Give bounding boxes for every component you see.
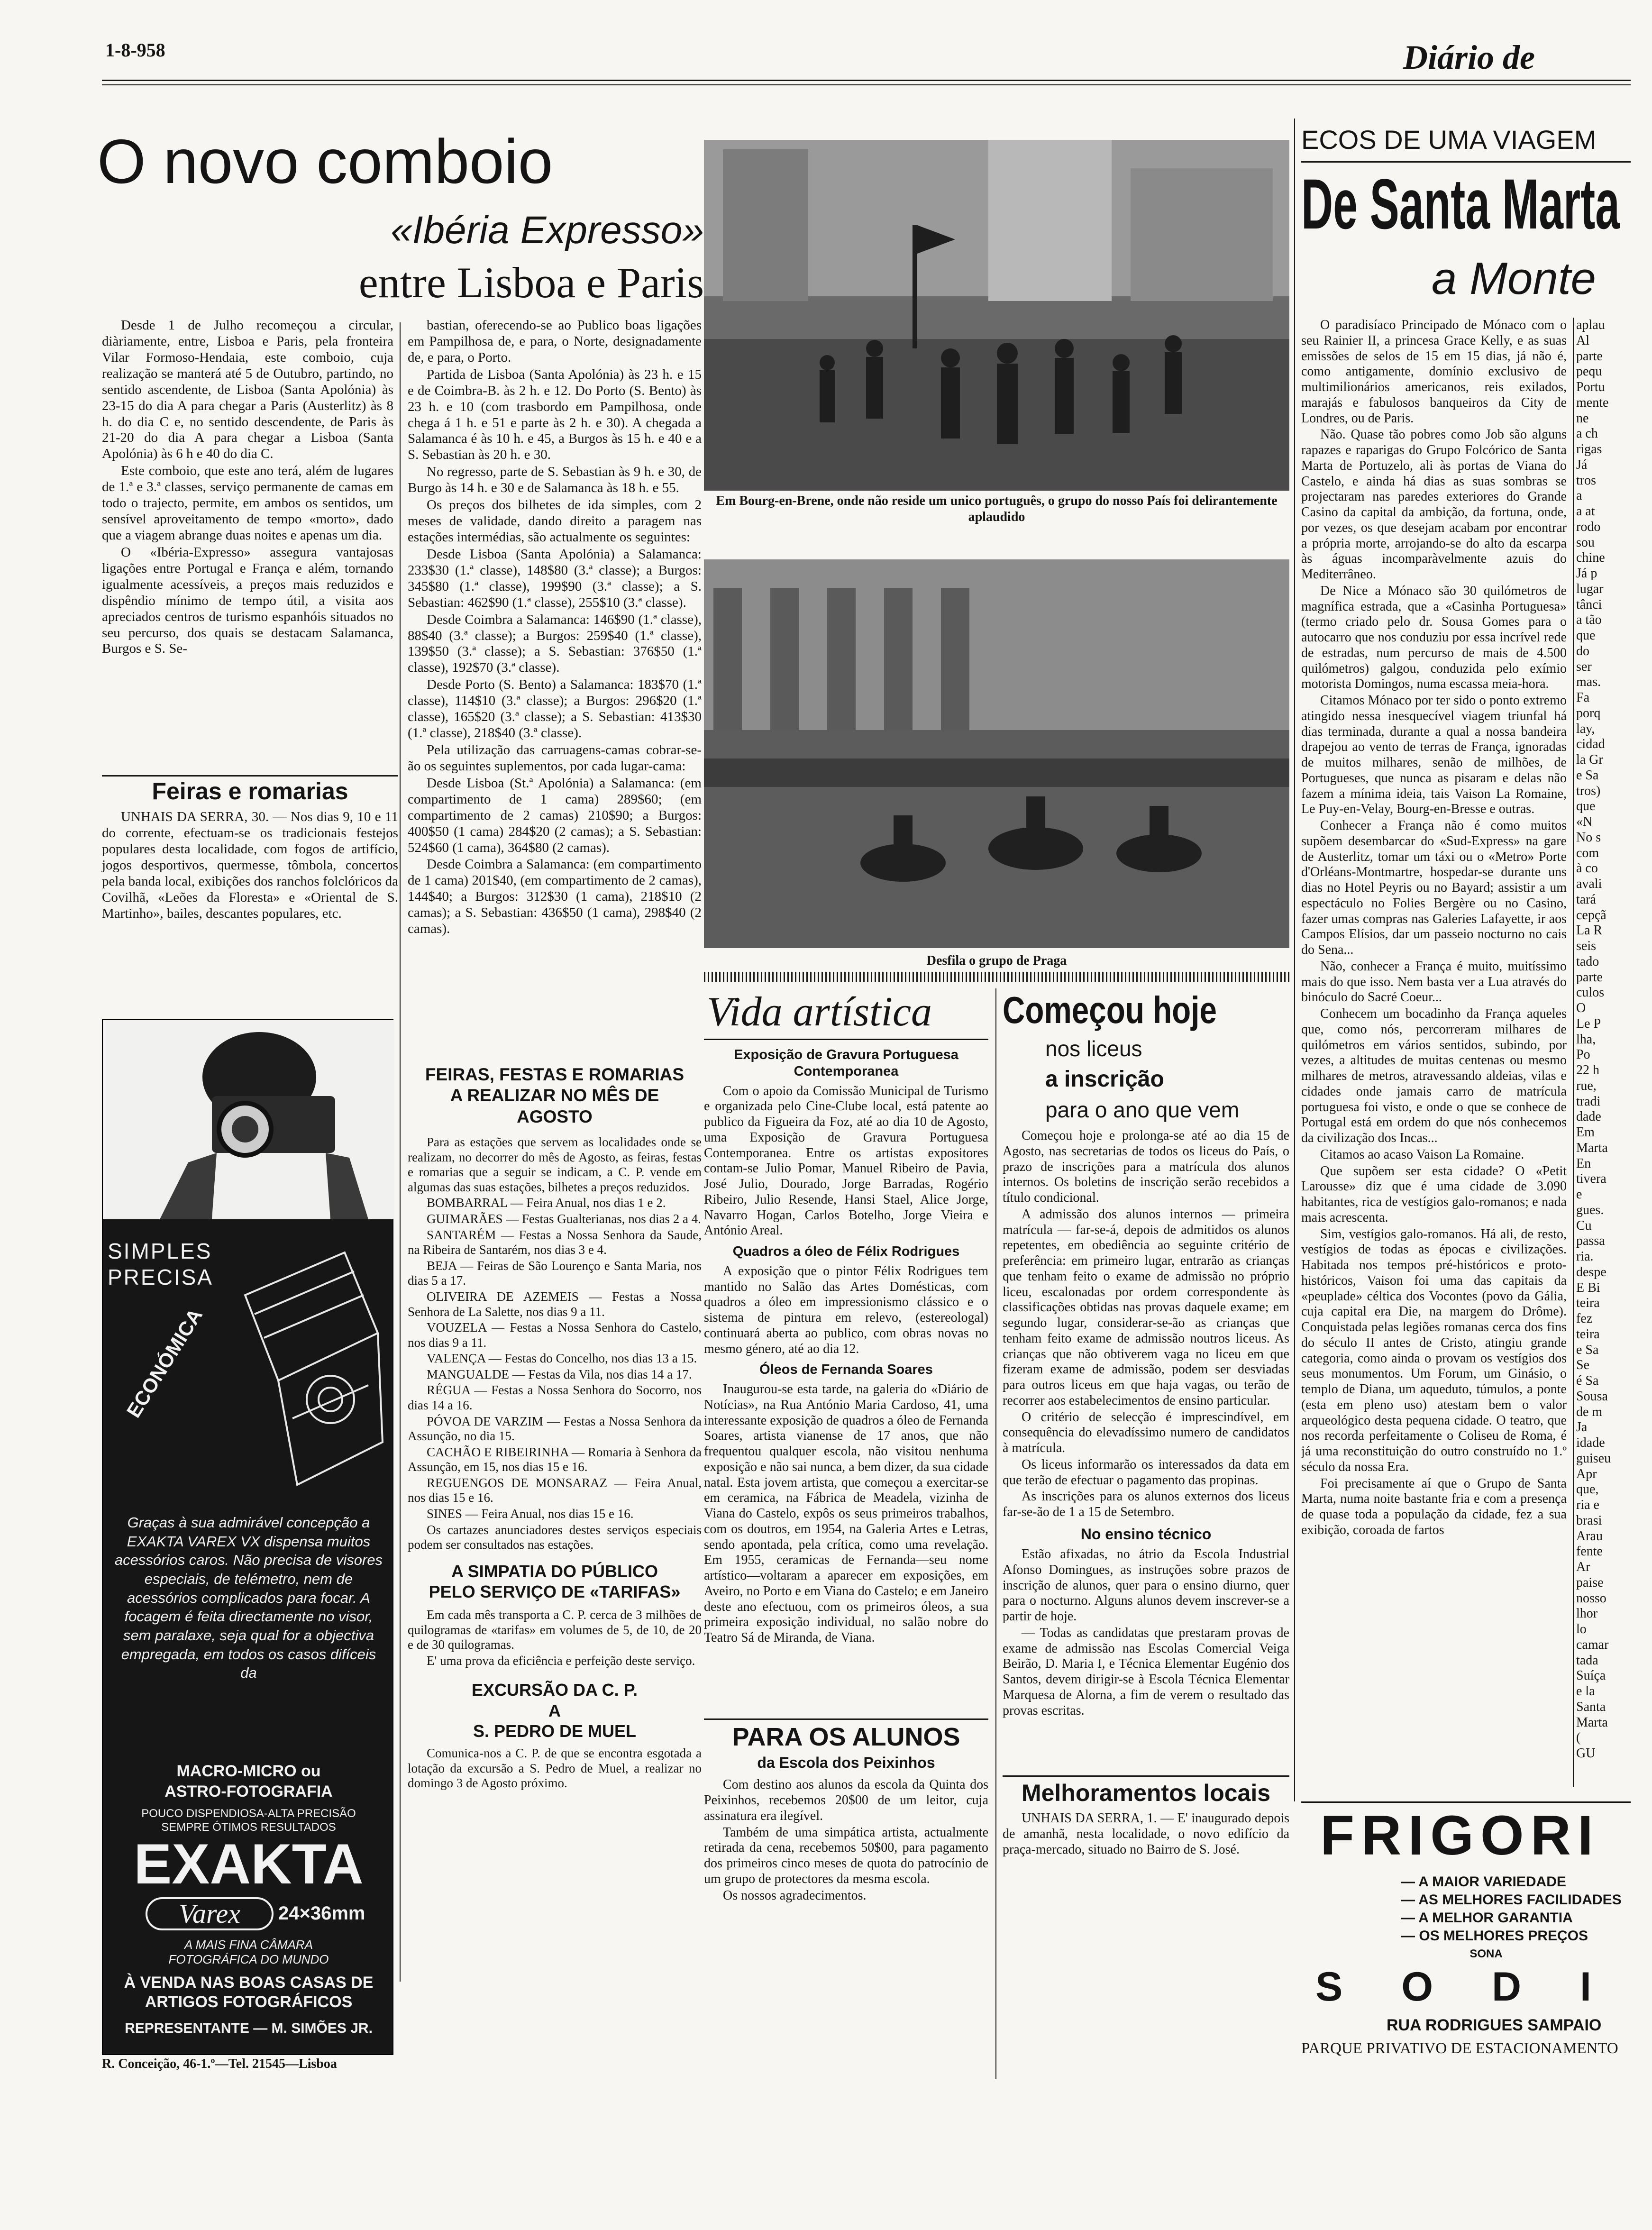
ecos-col2-fragment: No s bbox=[1576, 830, 1601, 845]
feiras-agosto-item: PÓVOA DE VARZIM — Festas a Nossa Senhora da Assunção, no dia 15. bbox=[408, 1414, 702, 1444]
ecos-para: Foi precisamente aí que o Grupo de Santa Marta, numa noite bastante fria e com a presença de quase toda a população da cidade, fez a sua exibição, coroada de fartos bbox=[1301, 1476, 1567, 1537]
comecou-line4: para o ano que vem bbox=[1045, 1097, 1240, 1122]
ecos-col2-fragment: Santa bbox=[1576, 1699, 1606, 1714]
ecos-col-2 bbox=[1576, 318, 1631, 1797]
ecos-col2-fragment: e la bbox=[1576, 1684, 1595, 1699]
comboio-col1-p: Este comboio, que este ano terá, além de lugares de 1.ª e 3.ª classes, serviço permanente de camas em todo o trajecto, permite, em ambos os sentidos, um sensível aproveitamento de tempo «morto», dado que a viagem abrange duas noites e apenas um dia. bbox=[102, 463, 393, 543]
comboio-col2-p: Os preços dos bilhetes de ida simples, com 2 meses de validade, dando direito a paragem nas estações intermédias, são actualmente os seguintes: bbox=[408, 497, 702, 545]
ecos-col2-fragment: lugar bbox=[1576, 581, 1604, 596]
ecos-col2-fragment: Po bbox=[1576, 1047, 1590, 1062]
masthead-rule-top bbox=[102, 80, 1631, 81]
comboio-col2-p: Desde Coimbra a Salamanca: 146$90 (1.ª classe), 88$40 (3.ª classe); a Burgos: 259$40 (1.ª classe), 139$50 (3.ª classe); a S. Sebastian: 376$50 (1.ª classe), 192$70 (3.ª classe). bbox=[408, 612, 702, 676]
para-alunos-rule bbox=[704, 1718, 988, 1720]
masthead-rule-bottom bbox=[102, 84, 1631, 85]
feiras-agosto-item: VALENÇA — Festas do Concelho, nos dias 13 a 15. bbox=[427, 1351, 697, 1366]
camera-diagram-icon bbox=[226, 1238, 387, 1504]
vida-body-2 bbox=[704, 1264, 988, 1357]
ecos-col2-fragment: Al bbox=[1576, 333, 1589, 348]
ecos-col2-fragment: Marta bbox=[1576, 1715, 1608, 1730]
ecos-para: Sim, vestígios galo-romanos. Há ali, de resto, vestígios de todas as épocas e civilizações. Habitada nos tempos pré-históricos e proto-históricos, Vaison foi uma das capitais da «peuplade» céltica dos Vocontes (povo da Gália, cuja capital era Die, na margem do Drôme). Conquistada pelas legiões romanas cerca dos fins do século II antes de Cristo, atingiu grande categoria, como ainda o provam os vestígios dos seus monumentos. Um Forum, um Ginásio, o templo de Diana, um aqueduto, túmulos, a ponte (esta em pleno uso) atestam bem o valor arqueológico desta pequena cidade. O teatro, que nos recorda perfeitamente o Coliseu de Roma, é já uma reconstituição do outro construído no 1.º século da nossa Era. bbox=[1301, 1226, 1567, 1474]
comboio-col2-p: Desde Coimbra a Salamanca: (em compartimento de 1 cama) 201$40, (em compartimento de 2 camas), 144$40; a Burgos: 312$30 (1 cama), 218$10 (2 camas); a S. Sebastian: 436$50 (1 cama), 298$40 (2 camas). bbox=[408, 857, 702, 937]
ecos-para: O paradisíaco Principado de Mónaco com o seu Rainier II, a princesa Grace Kelly, e as suas emissões de selos de 15 em 15 dias, já não é, como antigamente, domínio exclusivo de multimilionários americanos, reis exilados, marajás e fabulosos banqueiros da City de Londres, ou de Paris. bbox=[1301, 318, 1567, 426]
comboio-col1-p: O «Ibéria-Expresso» assegura vantajosas ligações entre Portugal e França e além, tornando igualmente acessíveis, a preços mais reduzidos e dispêndio mínimo de tempo útil, a visita aos apreciados centros de turismo espanhóis situados no seu percurso, dos quais se destacam Salamanca, Burgos e S. Se- bbox=[102, 544, 393, 657]
ecos-col2-fragment: teira bbox=[1576, 1326, 1600, 1342]
ecos-col2-fragment: «N bbox=[1576, 814, 1593, 829]
ecos-col2-fragment: Sousa bbox=[1576, 1389, 1608, 1404]
ecos-col2-fragment: avali bbox=[1576, 877, 1602, 891]
ecos-para: De Nice a Mónaco são 30 quilómetros de magnífica estrada, que a «Casinha Portuguesa» (termo criado pelo dr. Sousa Gomes para o autocarro que nos conduziu por essa incrível rede de estradas, num percurso de mais de 4.500 quilómetros) galgou, conduzida pelo exímio motorista Domingos, numa escassa meia-hora. bbox=[1301, 583, 1567, 692]
photo-bourg-en-bresse bbox=[704, 140, 1289, 491]
ecos-col2-fragment: gues. bbox=[1576, 1202, 1604, 1217]
ecos-col2-fragment: tradi bbox=[1576, 1094, 1601, 1109]
feiras-agosto-intro: Para as estações que servem as localidades onde se realizam, no decorrer do mês de Agosto, as feiras, festas e romarias que a seguir se indicam, a C. P. vende em algumas das suas estações, bilhetes a preços reduzidos. bbox=[408, 1135, 702, 1194]
frigor-brand: S O D I bbox=[1315, 1964, 1615, 2010]
frigor-line: — OS MELHORES PREÇOS bbox=[1401, 1928, 1588, 1944]
ad-simples: SIMPLES bbox=[108, 1239, 212, 1263]
ecos-col2-fragment: de m bbox=[1576, 1404, 1603, 1419]
frigor-ad bbox=[1301, 1801, 1631, 2067]
comboio-col-2 bbox=[408, 318, 702, 967]
ecos-para: Conhecer a França não é como muitos supõem desembarcar do «Sud-Express» na gare de Austerlitz, tomar um táxi ou o «Metro» Porte d'Orléans-Montmartre, hospedar-se durante uns dias no Hotel Peyris ou no Bayard; assistir a um espectáculo no Folies Bergère ou no Casino, fazer umas compras nas Galeries Lafayette, ir aos Campos Elísios, dar um passeio nocturno no cais do Sena... bbox=[1301, 818, 1567, 957]
comboio-title-2: «Ibéria Expresso» bbox=[391, 209, 704, 252]
column-divider bbox=[400, 322, 401, 1982]
ecos-col2-fragment: E Bi bbox=[1576, 1280, 1600, 1295]
ecos-col2-fragment: ser bbox=[1576, 659, 1592, 674]
ecos-col2-fragment: seis bbox=[1576, 939, 1596, 953]
para-alunos-para: Também de uma simpática artista, actualmente retirada da cena, recebemos 50$00, para pagamento dos primeiros cinco meses de quota do patrocínio de um grupo de protectores da mesma escola. bbox=[704, 1825, 988, 1886]
ecos-col2-fragment: despe bbox=[1576, 1264, 1606, 1280]
ecos-col2-fragments bbox=[1576, 318, 1631, 1762]
comecou-title: Começou hoje bbox=[1003, 989, 1217, 1031]
ecos-col2-fragment: sou bbox=[1576, 535, 1595, 550]
ecos-kicker-rule bbox=[1301, 161, 1631, 163]
ecos-col2-fragment: rue, bbox=[1576, 1078, 1597, 1093]
feiras-romarias bbox=[102, 778, 398, 1025]
ecos-col2-fragment: tânci bbox=[1576, 597, 1602, 612]
ad-economica: ECONÓMICA bbox=[122, 1304, 207, 1422]
feiras-agosto-item: RÉGUA — Festas a Nossa Senhora do Socorro, nos dias 14 a 16. bbox=[408, 1383, 702, 1412]
ecos-col2-fragment: nosso bbox=[1576, 1590, 1606, 1606]
ecos-col2-fragment: lo bbox=[1576, 1622, 1587, 1636]
feiras-agosto-item: BEJA — Feiras de São Lourenço e Santa Maria, nos dias 5 a 17. bbox=[408, 1258, 702, 1288]
excursao-title-3: S. PEDRO DE MUEL bbox=[473, 1721, 637, 1741]
ecos-col2-fragment: do bbox=[1576, 643, 1589, 658]
ad-rep: REPRESENTANTE — M. SIMÕES JR. bbox=[125, 2020, 373, 2036]
ecos-col2-fragment: Já bbox=[1576, 457, 1588, 472]
ecos-col2-fragment: Ja bbox=[1576, 1420, 1588, 1435]
ecos-col2-fragment: pequ bbox=[1576, 364, 1602, 379]
frigor-line: — AS MELHORES FACILIDADES bbox=[1401, 1892, 1622, 1908]
ecos-para: Não. Quase tão pobres como Job são alguns rapazes e raparigas do Grupo Folcórico de Santa Marta de Portuzelo, ali às portas de Viana do Castelo, e ainda há dias as suas sombras se projectaram nas paredes exteriores do Grande Casino da capital da ambição, da fortuna, onde, por vezes, os que desejam acabam por encontrar a própria morte, arrojando-se do alto da escarpa às águas incomparàvelmente azuis do Mediterrâneo. bbox=[1301, 427, 1567, 582]
ecos-kicker: ECOS DE UMA VIAGEM bbox=[1301, 125, 1597, 155]
ecos-para: Que supõem ser esta cidade? O «Petit Larousse» diz que é uma cidade de 3.090 habitantes, rica de vestígios galo-romanos; e nada mais acrescenta. bbox=[1301, 1163, 1567, 1225]
vida-para: Inaugurou-se esta tarde, na galeria do «Diário de Notícias», na Rua António Maria Cardoso, 41, uma interessante exposição de quadros a óleo de Fernanda Soares, artista vianense de 17 anos, que não frequentou qualquer escola, não visitou nenhuma exposição e não sai nunca, a bem dizer, da sua cidade natal. Esta jovem artista, que começou a exercitar-se em ceramica, na Fábrica de Meadela, vizinha de Viana do Castelo, expôs os seus primeiros trabalhos, com os doutros, em 1954, na Galeria Artes e Letras, sendo apontada, pela crítica, como uma revelação. Em 1955, ceramicas de Fernanda—seu nome artístico—voltaram a aparecer em exposições, em Aveiro, no Porto e em Viana do Castelo; e em Janeiro deste ano efectuou, com os primeiros óleos, a sua primeira exposição individual, no salão nobre do Teatro Sá de Miranda, de Viana. bbox=[704, 1382, 988, 1645]
feiras-agosto-item: GUIMARÃES — Festas Gualterianas, nos dias 2 a 4. bbox=[427, 1212, 701, 1226]
ecos-col2-fragment: a tão bbox=[1576, 612, 1602, 628]
simpatia-body bbox=[408, 1608, 702, 1668]
ecos-col2-fragment: passa bbox=[1576, 1234, 1605, 1249]
frigor-parking: PARQUE PRIVATIVO DE ESTACIONAMENTO bbox=[1301, 2040, 1618, 2057]
photo-caption-1: Em Bourg-en-Brene, onde não reside um unico português, o grupo do nosso País foi delirantemente aplaudido bbox=[716, 494, 1278, 524]
ecos-col2-fragment: Suíça bbox=[1576, 1668, 1606, 1683]
ecos-col2-fragment: ne bbox=[1576, 411, 1589, 426]
ecos-col2-fragment: Marta bbox=[1576, 1140, 1608, 1155]
vida-artistica-title: Vida artística bbox=[704, 988, 988, 1040]
comecou-para: Começou hoje e prolonga-se até ao dia 15 de Agosto, nas secretarias de todos os liceus do País, o prazo de inscrições para a matrícula dos alunos internos. Os boletins de inscrição serão recebidos a título condicional. bbox=[1003, 1128, 1289, 1205]
ecos-col2-fragment: ria. bbox=[1576, 1249, 1594, 1264]
column-divider bbox=[1294, 119, 1295, 1801]
comboio-col2-p: No regresso, parte de S. Sebastian às 9 h. e 30, de Burgo às 14 h. e 30 e de Salamanca às 18 h. e 55. bbox=[408, 464, 702, 496]
vida-sub-3: Óleos de Fernanda Soares bbox=[759, 1362, 933, 1378]
ecos-col2-fragment: ria e bbox=[1576, 1498, 1599, 1512]
feiras-title: Feiras e romarias bbox=[152, 778, 348, 804]
ecos-col2-fragment: tivera bbox=[1576, 1171, 1606, 1187]
ecos-col2-fragment: brasi bbox=[1576, 1513, 1602, 1528]
feiras-agosto-item: VOUZELA — Festas a Nossa Senhora do Castelo, nos dias 9 a 11. bbox=[408, 1320, 702, 1350]
ecos-col2-fragment: lay, bbox=[1576, 721, 1595, 736]
vida-body-1 bbox=[704, 1084, 988, 1239]
ecos-col2-fragment: dade bbox=[1576, 1109, 1601, 1124]
ecos-col2-fragment: guiseu bbox=[1576, 1451, 1611, 1466]
ecos-col2-fragment: tros bbox=[1576, 473, 1596, 488]
vida-artistica bbox=[704, 988, 988, 1718]
ensino-tecnico-body bbox=[1003, 1547, 1289, 1718]
ecos-col2-fragment: que bbox=[1576, 799, 1596, 814]
melhoramentos-title: Melhoramentos locais bbox=[1021, 1780, 1271, 1806]
ecos-col2-fragment: cidad bbox=[1576, 737, 1605, 752]
ecos-col2-fragment: Portu bbox=[1576, 380, 1605, 394]
ecos-col2-fragment: En bbox=[1576, 1156, 1591, 1171]
ecos-col2-fragment: la Gr bbox=[1576, 752, 1603, 767]
ecos-col2-fragment: a bbox=[1576, 488, 1582, 503]
feiras-para: UNHAIS DA SERRA, 30. — Nos dias 9, 10 e 11 do corrente, efectuam-se os tradicionais festejos populares desta localidade, com fogos de artifício, jogos desportivos, quermesse, tômbola, concertos pela banda local, exibições dos ranchos folclóricos da Covilhã, «Leões da Floresta» e «Oriental de S. Martinho», bailes, descantes populares, etc. bbox=[102, 809, 398, 921]
ecos-col2-fragment: 22 h bbox=[1576, 1063, 1599, 1078]
ad-format: 24×36mm bbox=[278, 1903, 365, 1924]
dance-photo-image bbox=[704, 559, 1289, 948]
para-alunos-subtitle: da Escola dos Peixinhos bbox=[757, 1754, 935, 1772]
photo-caption-2: Desfila o grupo de Praga bbox=[926, 953, 1067, 968]
ecos-col2-fragment: ( bbox=[1576, 1730, 1581, 1746]
ecos-col2-fragment: Em bbox=[1576, 1125, 1595, 1140]
ecos-col2-fragment: parte bbox=[1576, 969, 1603, 985]
photo-grupo-praga bbox=[704, 559, 1289, 948]
ecos-col2-fragment: Arau bbox=[1576, 1528, 1603, 1544]
feiras-agosto-item: OLIVEIRA DE AZEMEIS — Festas a Nossa Senhora de La Salette, nos dias 9 a 11. bbox=[408, 1289, 702, 1319]
ensino-tecnico-title: No ensino técnico bbox=[1080, 1525, 1212, 1543]
ecos-col2-fragment: a at bbox=[1576, 504, 1595, 519]
ad-address: R. Conceição, 46-1.º—Tel. 21545—Lisboa bbox=[102, 2056, 337, 2071]
frigor-line: — A MAIOR VARIEDADE bbox=[1401, 1874, 1566, 1890]
ecos-col2-fragment: Se bbox=[1576, 1358, 1589, 1373]
vida-sub-1: Exposição de Gravura Portuguesa Contemporanea bbox=[734, 1047, 958, 1079]
frigor-sona: SONA bbox=[1469, 1947, 1503, 1960]
melhoramentos-rule bbox=[1003, 1775, 1289, 1777]
feiras-agosto-item: MANGUALDE — Festas da Vila, nos dias 14 a 17. bbox=[427, 1367, 692, 1381]
feiras-agosto-item: REGUENGOS DE MONSARAZ — Feira Anual, nos dias 15 e 16. bbox=[408, 1475, 702, 1505]
para-alunos-title: PARA OS ALUNOS bbox=[732, 1723, 960, 1751]
simpatia-para: Em cada mês transporta a C. P. cerca de 3 milhões de quilogramas de «tarifas» em volumes de 5, de 10, de 20 e de 30 quilogramas. bbox=[408, 1608, 702, 1652]
ecos-col2-fragment: que, bbox=[1576, 1482, 1599, 1497]
vida-para: A exposição que o pintor Félix Rodrigues tem mantido no Salão das Artes Domésticas, com quadros a óleo em impressionismo clássico e o sistema de pintura em relevo, (estereologal) continuará aberta ao publico, com obras novas no mesmo género, até ao dia 12. bbox=[704, 1263, 988, 1356]
ecos-para: Não, conhecer a França é muito, muitíssimo mais do que isso. Nem basta ver a Lua através do binóculo do Sacré Coeur... bbox=[1301, 959, 1567, 1005]
ecos-col2-fragment: rodo bbox=[1576, 519, 1601, 534]
ecos-col2-fragment: e Sa bbox=[1576, 768, 1599, 783]
ad-sale: À VENDA NAS BOAS CASAS DE ARTIGOS FOTOGRÁFICOS bbox=[124, 1974, 374, 2011]
comecou-para: A admissão dos alunos internos — primeira matrícula — far-se-á, depois de admitidos os alunos repetentes, em obediência ao seguinte critério de preferência: em primeiro lugar, entrarão as crianças que tenham feito o exame de admissão no próprio liceu, escalonadas por ordem correspondente às classificações obtidas nas provas daquele exame; em segundo lugar, considerar-se-ão as crianças que tenham feito exame de admissão noutros liceus. As crianças que não obtiverem vaga no liceu em que fizeram exame de admissão, podem ser desviadas para outros liceus em que haja vagas, ou terão de recorrer aos estabelecimentos de ensino particular. bbox=[1003, 1206, 1289, 1408]
ecos-col2-fragment: Le P bbox=[1576, 1016, 1601, 1031]
comecou-body bbox=[1003, 1128, 1289, 1520]
ecos-col2-fragment: Já p bbox=[1576, 566, 1597, 581]
ecos-col2-fragment: Ar bbox=[1576, 1560, 1590, 1574]
section-rule-1 bbox=[704, 972, 1289, 982]
ecos-col2-fragment: Apr bbox=[1576, 1466, 1597, 1481]
ad-macro: MACRO-MICRO ou bbox=[176, 1762, 321, 1780]
comboio-col1-p: Desde 1 de Julho recomeçou a circular, diàriamente, entre, Lisboa e Paris, pela fronteira Vilar Formoso-Hendaia, este comboio, cuja realização se manterá até 5 de Outubro, partindo, no sentido ascendente, de Lisboa (Santa Apolónia) às 23-15 do dia A para chegar a Paris (Austerlitz) às 8 h. do dia C e, no sentido descendente, de Paris às 21-20 do dia A para chegar a Lisboa (Santa Apolónia) às 6 h e 40 do dia C. bbox=[102, 318, 393, 462]
camera-photographer-icon bbox=[103, 1020, 394, 1219]
excursao-title-1: EXCURSÃO DA C. P. bbox=[471, 1680, 638, 1700]
ecos-col2-fragment: cepçã bbox=[1576, 907, 1606, 923]
ecos-col2-fragment: tado bbox=[1576, 954, 1599, 969]
ensino-tecnico-para: — Todas as candidatas que prestaram provas de exame de admissão nas Escolas Comercial Veiga Beirão, D. Maria I, e Técnica Elementar Eugénio dos Santos, devem dirigir-se à Escola Técnica Elementar Marquesa de Alorna, a fim de verem o resultado das provas escritas. bbox=[1003, 1625, 1289, 1718]
para-alunos-body bbox=[704, 1777, 988, 1903]
excursao-para: Comunica-nos a C. P. de que se encontra esgotada a lotação da excursão a S. Pedro de Muel, a realizar no domingo 3 de Agosto próximo. bbox=[408, 1746, 702, 1791]
comboio-title-1: O novo comboio bbox=[97, 127, 553, 196]
ecos-col2-fragment: paise bbox=[1576, 1575, 1604, 1590]
ad-model: Varex bbox=[146, 1897, 274, 1930]
para-alunos-para: Com destino aos alunos da escola da Quinta dos Peixinhos, recebemos 20$00 de um leitor, cuja assinatura era ilegível. bbox=[704, 1777, 988, 1823]
issue-date: 1-8-958 bbox=[105, 39, 165, 61]
ad-precisa: PRECISA bbox=[108, 1265, 213, 1289]
ecos-col2-fragment: lha, bbox=[1576, 1032, 1596, 1047]
excursao-body bbox=[408, 1746, 702, 1791]
exakta-ad bbox=[102, 1019, 393, 2055]
ecos-title: De Santa Marta bbox=[1301, 164, 1620, 244]
ecos-col2-fragment: culos bbox=[1576, 985, 1605, 1000]
ecos-col2-fragment: e Sa bbox=[1576, 1342, 1599, 1357]
ecos-para: Citamos Mónaco por ter sido o ponto extremo atingido nessa inesquecível viagem triunfal há dias terminada, durante a qual a nossa bandeira drapejou ao vento de terras de França, ignoradas de muitos milhares, senão de milhões, de Portugueses, que nunca as pisaram e delas não fazem a mínima ideia, tais Vaison La Romaine, Le Puy-en-Velay, Bourg-en-Bresse e outras. bbox=[1301, 693, 1567, 817]
ecos-col2-fragment: La R bbox=[1576, 923, 1603, 938]
ad-tagline: A MAIS FINA CÂMARA FOTOGRÁFICA DO MUNDO bbox=[168, 1938, 329, 1967]
ecos-para: Citamos ao acaso Vaison La Romaine. bbox=[1320, 1147, 1524, 1162]
ecos-col2-fragment: idade bbox=[1576, 1435, 1605, 1450]
simpatia-para: E' uma prova da eficiência e perfeição deste serviço. bbox=[427, 1653, 695, 1668]
comecou-para: Os liceus informarão os interessados da data em que terão de efectuar o pagamento das propinas. bbox=[1003, 1457, 1289, 1488]
ensino-tecnico-para: Estão afixadas, no átrio da Escola Industrial Afonso Domingues, as instruções sobre prazos de inscrição de alunos, quer para o ensino diurno, quer para o nocturno. Alguns alunos devem inscrever-se a partir de hoje. bbox=[1003, 1547, 1289, 1624]
ecos-col2-fragment: camar bbox=[1576, 1637, 1609, 1652]
frigor-line: — A MELHOR GARANTIA bbox=[1401, 1910, 1573, 1926]
para-os-alunos bbox=[704, 1723, 988, 2008]
ecos-col2-fragment: tada bbox=[1576, 1653, 1598, 1668]
frigor-address: RUA RODRIGUES SAMPAIO bbox=[1387, 2016, 1602, 2034]
para-alunos-para: Os nossos agradecimentos. bbox=[723, 1888, 867, 1903]
melhoramentos-para: UNHAIS DA SERRA, 1. — E' inaugurado depois de amanhã, nesta localidade, o novo edifício da praça-mercado, situado no Bairro de S. José. bbox=[1003, 1811, 1289, 1857]
excursao-title-2: A bbox=[548, 1700, 561, 1720]
ecos-col2-fragment: com bbox=[1576, 845, 1599, 860]
feiras-agosto-item: SANTARÉM — Festas a Nossa Senhora da Saude, na Ribeira de Santarém, nos dias 3 e 4. bbox=[408, 1227, 702, 1257]
ecos-col2-fragment: fez bbox=[1576, 1311, 1593, 1326]
ecos-col2-fragment: GU bbox=[1576, 1746, 1596, 1761]
ecos-col2-fragment: e bbox=[1576, 1187, 1582, 1202]
melhoramentos-body bbox=[1003, 1811, 1289, 1857]
feiras-agosto-item: Os cartazes anunciadores destes serviços especiais podem ser consultados nas estações. bbox=[408, 1522, 702, 1552]
ecos-col2-fragment: aplau bbox=[1576, 318, 1605, 332]
ecos-subtitle: a Monte bbox=[1432, 253, 1596, 304]
comboio-col-1 bbox=[102, 318, 393, 858]
ecos-col2-fragment: tros) bbox=[1576, 783, 1601, 798]
ecos-col2-fragment: mas. bbox=[1576, 675, 1601, 690]
ecos-col2-fragment: mente bbox=[1576, 395, 1609, 410]
ecos-col-1 bbox=[1301, 318, 1567, 1797]
comboio-col2-p: Partida de Lisboa (Santa Apolónia) às 23 h. e 15 e de Coimbra-B. às 2 h. e 12. Do Porto (S. Bento) às 23 h. e 10 (com trasbordo em Pampilhosa, onde chega á 1 h. e 51 e parte às 2 h. e 30). A chegada a Salamanca é às 10 h. e 45, a Burgos às 15 h. e 40 e a S. Sebastian às 20 h. e 30. bbox=[408, 366, 702, 463]
frigor-title: FRIGORI bbox=[1320, 1804, 1600, 1867]
vida-sub-2: Quadros a óleo de Félix Rodrigues bbox=[732, 1244, 960, 1260]
column-divider bbox=[1573, 318, 1574, 1787]
ecos-col2-fragment: lhor bbox=[1576, 1606, 1598, 1621]
comecou-para: As inscrições para os alunos externos dos liceus far-se-ão de 1 a 15 de Setembro. bbox=[1003, 1489, 1289, 1519]
ecos-col2-fragment: que bbox=[1576, 628, 1596, 643]
feiras-agosto bbox=[408, 1060, 702, 2079]
ad-body: Graças à sua admirável concepção a EXAKTA VAREX VX dispensa muitos acessórios caros. Não precisa de visores especiais, de telémetro, nem de acessórios complicados para focar. A focagem é feita directamente no visor, sem paralaxe, seja qual for a objectiva empregada, em todos os casos difíceis da bbox=[114, 1514, 383, 1682]
ecos-col2-fragment: O bbox=[1576, 1001, 1586, 1015]
comboio-title-3: entre Lisboa e Paris bbox=[358, 258, 704, 307]
ecos-col2-fragment: tará bbox=[1576, 892, 1596, 907]
feiras-agosto-body bbox=[408, 1135, 702, 1553]
vida-body-3 bbox=[704, 1382, 988, 1646]
ecos-col2-fragment: porq bbox=[1576, 705, 1601, 721]
comboio-col2-p: Desde Porto (S. Bento) a Salamanca: 183$70 (1.ª classe), 114$10 (3.ª classe); a Burgos: 296$20 (1.ª classe), 165$20 (3.ª classe); a S. Sebastian: 413$30 (1.ª classe), 218$40 (3.ª classe). bbox=[408, 677, 702, 741]
ad-brand: EXAKTA bbox=[134, 1832, 364, 1896]
feiras-agosto-item: BOMBARRAL — Feira Anual, nos dias 1 e 2. bbox=[427, 1196, 666, 1210]
parade-photo-image bbox=[704, 140, 1289, 491]
simpatia-title: A SIMPATIA DO PÚBLICO PELO SERVIÇO DE «TARIFAS» bbox=[429, 1561, 681, 1601]
feiras-agosto-title: FEIRAS, FESTAS E ROMARIAS A REALIZAR NO MÊS DE AGOSTO bbox=[425, 1065, 685, 1126]
ecos-col2-fragment: é Sa bbox=[1576, 1373, 1599, 1388]
feiras-agosto-item: CACHÃO E RIBEIRINHA — Romaria à Senhora da Assunção, em 15, nos dias 15 e 16. bbox=[408, 1444, 702, 1474]
feiras-agosto-item: SINES — Feira Anual, nos dias 15 e 16. bbox=[427, 1507, 634, 1521]
feiras-rule bbox=[102, 775, 398, 777]
ecos-col2-fragment: Fa bbox=[1576, 690, 1589, 705]
comboio-col2-p: Pela utilização das carruagens-camas cobrar-se-ão os seguintes suplementos, por cada lugar-cama: bbox=[408, 742, 702, 774]
melhoramentos-locais bbox=[1003, 1780, 1289, 1922]
ecos-col2-fragment: Cu bbox=[1576, 1218, 1592, 1233]
column-divider bbox=[995, 988, 996, 2079]
ad-astro: ASTRO-FOTOGRAFIA bbox=[164, 1782, 333, 1800]
ecos-col2-fragment: fente bbox=[1576, 1544, 1603, 1559]
vida-para: Com o apoio da Comissão Municipal de Turismo e organizada pelo Cine-Clube local, está patente ao publico da Figueira da Foz, até ao dia 10 de Agosto, uma Exposição de Gravura Portuguesa Contemporanea. Entre os artistas expositores contam-se Julio Pomar, Manuel Ribeiro de Pavia, José Julio, Dourado, Jorge Barradas, Rogério Ribeiro, Julio Resende, Hansi Stael, Alice Jorge, Navarro Hogan, Carlos Botelho, Jorge Vieira e António Areal. bbox=[704, 1083, 988, 1238]
comecou-line2: nos liceus bbox=[1045, 1036, 1142, 1061]
ecos-col2-fragment: chine bbox=[1576, 550, 1605, 566]
ecos-col2-fragment: teira bbox=[1576, 1296, 1600, 1311]
comecou-para: O critério de selecção é imprescindível, em consequência do elevadíssimo numero de candidatos à matrícula. bbox=[1003, 1409, 1289, 1455]
paper-name: Diário de bbox=[1403, 38, 1535, 76]
comecou-hoje bbox=[1003, 988, 1289, 1766]
ecos-para: Conhecem um bocadinho da França aqueles que, como nós, percorreram milhares de quilómetros em vários sentidos, subindo, por vezes, a altitudes de muitas centenas ou mesmo milhares de metros, atravessando aldeias, vilas e cidades onde jamais carro de matrícula portuguesa foi visto, e onde o que se conhece de Portugal está em ordem do que nós conhecemos da civilização dos Incas... bbox=[1301, 1006, 1567, 1145]
ecos-col2-fragment: à co bbox=[1576, 861, 1598, 876]
ecos-col2-fragment: parte bbox=[1576, 348, 1603, 364]
ad-small: POUCO DISPENDIOSA-ALTA PRECISÃO SEMPRE ÓTIMOS RESULTADOS bbox=[141, 1807, 356, 1834]
comboio-col2-p: Desde Lisboa (Santa Apolónia) a Salamanca: 233$30 (1.ª classe), 148$80 (3.ª classe); a Burgos: 345$80 (1.ª classe), 199$90 (3.ª classe); a S. Sebastian: 462$90 (1.ª classe), 255$10 (3.ª classe). bbox=[408, 546, 702, 610]
ecos-col2-fragment: a ch bbox=[1576, 426, 1598, 441]
feiras-text bbox=[102, 809, 398, 922]
comboio-col2-p: Desde Lisboa (St.ª Apolónia) a Salamanca: (em compartimento de 1 cama) 289$60; (em compartimento de 2 camas) 210$90; a Burgos: 400$50 (1 cama) 284$20 (2 camas); a S. Sebastian: 524$60 (1 cama), 364$80 (2 camas). bbox=[408, 775, 702, 855]
comecou-line3: a inscrição bbox=[1045, 1067, 1164, 1092]
comboio-col2-p: bastian, oferecendo-se ao Publico boas ligações em Pampilhosa de, e para, o Norte, designadamente de, e para, o Porto. bbox=[408, 318, 702, 365]
ecos-col2-fragment: rigas bbox=[1576, 442, 1602, 457]
